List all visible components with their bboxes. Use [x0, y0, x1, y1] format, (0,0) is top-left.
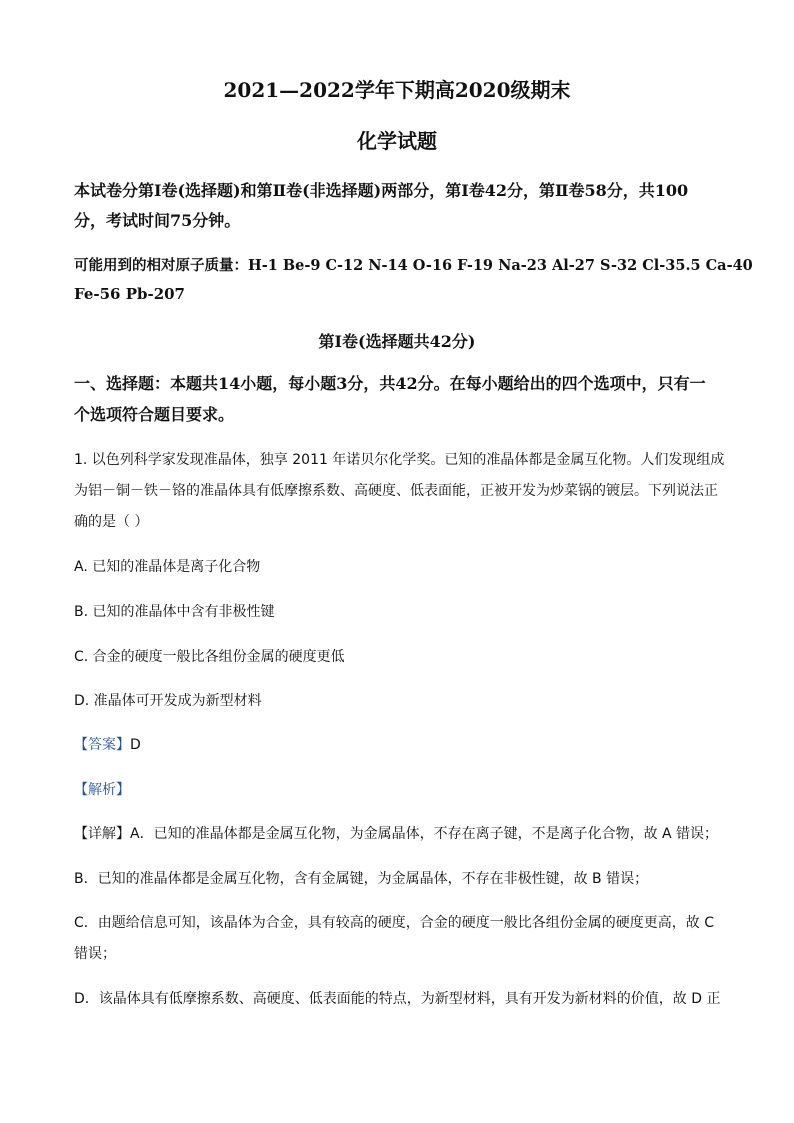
question-stem-line-2: 为铝－铜－铁－铬的准晶体具有低摩擦系数、高硬度、低表面能，正被开发为炒菜锅的镀层。下列说法正 — [74, 483, 718, 499]
option-c: C. 合金的硬度一般比各组份金属的硬度更低 — [74, 649, 345, 665]
option-a: A. 已知的准晶体是离子化合物 — [74, 559, 261, 575]
intro-line-2: 分，考试时间75分钟。 — [74, 211, 241, 230]
detail-line-2: B．已知的准晶体都是金属互化物，含有金属键，为金属晶体，不存在非极性键，故 B 错误； — [74, 871, 649, 887]
exam-subtitle: 化学试题 — [357, 129, 437, 153]
detail-line-5: D．该晶体具有低摩擦系数、高硬度、低表面能的特点，为新型材料，具有开发为新材料的价值，故 D 正 — [74, 991, 721, 1007]
section-instruction-line-2: 个选项符合题目要求。 — [74, 405, 235, 424]
atomic-mass-line-1: 可能用到的相对原子质量：H-1 Be-9 C-12 N-14 O-16 F-19 Na-23 Al-27 S-32 Cl-35.5 Ca-40 — [74, 257, 753, 274]
answer-line — [74, 734, 141, 754]
option-d: D. 准晶体可开发成为新型材料 — [74, 693, 262, 709]
atomic-mass-line-2: Fe-56 Pb-207 — [74, 285, 185, 303]
detail-line-1: 【详解】A．已知的准晶体都是金属互化物，为金属晶体，不存在离子键，不是离子化合物，故 A 错误； — [74, 826, 719, 842]
section-title: 第Ⅰ卷(选择题共42分) — [318, 332, 476, 351]
intro-line-1: 本试卷分第Ⅰ卷(选择题)和第Ⅱ卷(非选择题)两部分，第Ⅰ卷42分，第Ⅱ卷58分，共100 — [74, 181, 689, 200]
exam-title: 2021—2022学年下期高2020级期末 — [223, 78, 571, 102]
question-stem-line-3: 确的是（ ） — [74, 514, 149, 530]
detail-line-3: C．由题给信息可知，该晶体为合金，具有较高的硬度，合金的硬度一般比各组份金属的硬度更高，故 C — [74, 915, 714, 931]
answer-value: D — [130, 737, 141, 753]
answer-tag: 【答案】 — [74, 737, 130, 753]
detail-line-4: 错误； — [74, 946, 116, 962]
question-stem-line-1: 1. 以色列科学家发现准晶体，独享 2011 年诺贝尔化学奖。已知的准晶体都是金属互化物。人们发现组成 — [74, 452, 725, 468]
option-b: B. 已知的准晶体中含有非极性键 — [74, 604, 275, 620]
analysis-tag: 【解析】 — [74, 782, 130, 798]
section-instruction-line-1: 一、选择题：本题共14小题，每小题3分，共42分。在每小题给出的四个选项中，只有一 — [74, 374, 706, 393]
